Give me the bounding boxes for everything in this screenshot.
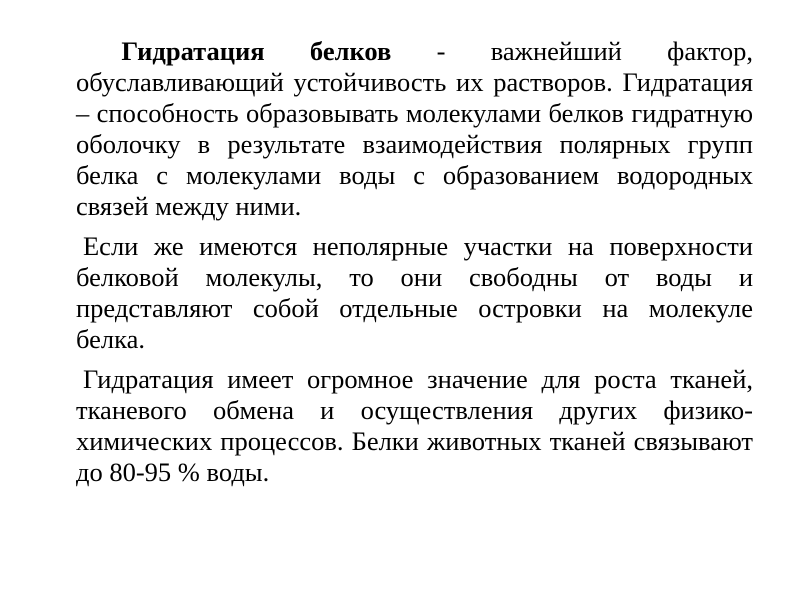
paragraph-hydration-importance: [76, 364, 753, 488]
paragraph-3-text: Гидратация имеет огромное значение для роста тканей, тканевого обмена и осуществления других физико-химических процессов. Белки животных тканей связывают до 80-95 % воды.: [76, 364, 753, 487]
paragraph-1-text: - важнейший фактор, обуславливающий устойчивость их растворов. Гидратация – способность образовывать молекулами белков гидратную оболочку в результате взаимодействия полярных групп белка с молекулами воды с образованием водородных связей между ними.: [76, 36, 753, 221]
paragraph-nonpolar-regions: [76, 231, 753, 355]
paragraph-hydration-definition: [76, 36, 753, 222]
bold-term-hydration: Гидратация белков: [121, 36, 392, 66]
slide-text-body: [76, 36, 753, 497]
paragraph-2-text: Если же имеются неполярные участки на поверхности белковой молекулы, то они свободны от воды и представляют собой отдельные островки на молекуле белка.: [76, 231, 753, 354]
